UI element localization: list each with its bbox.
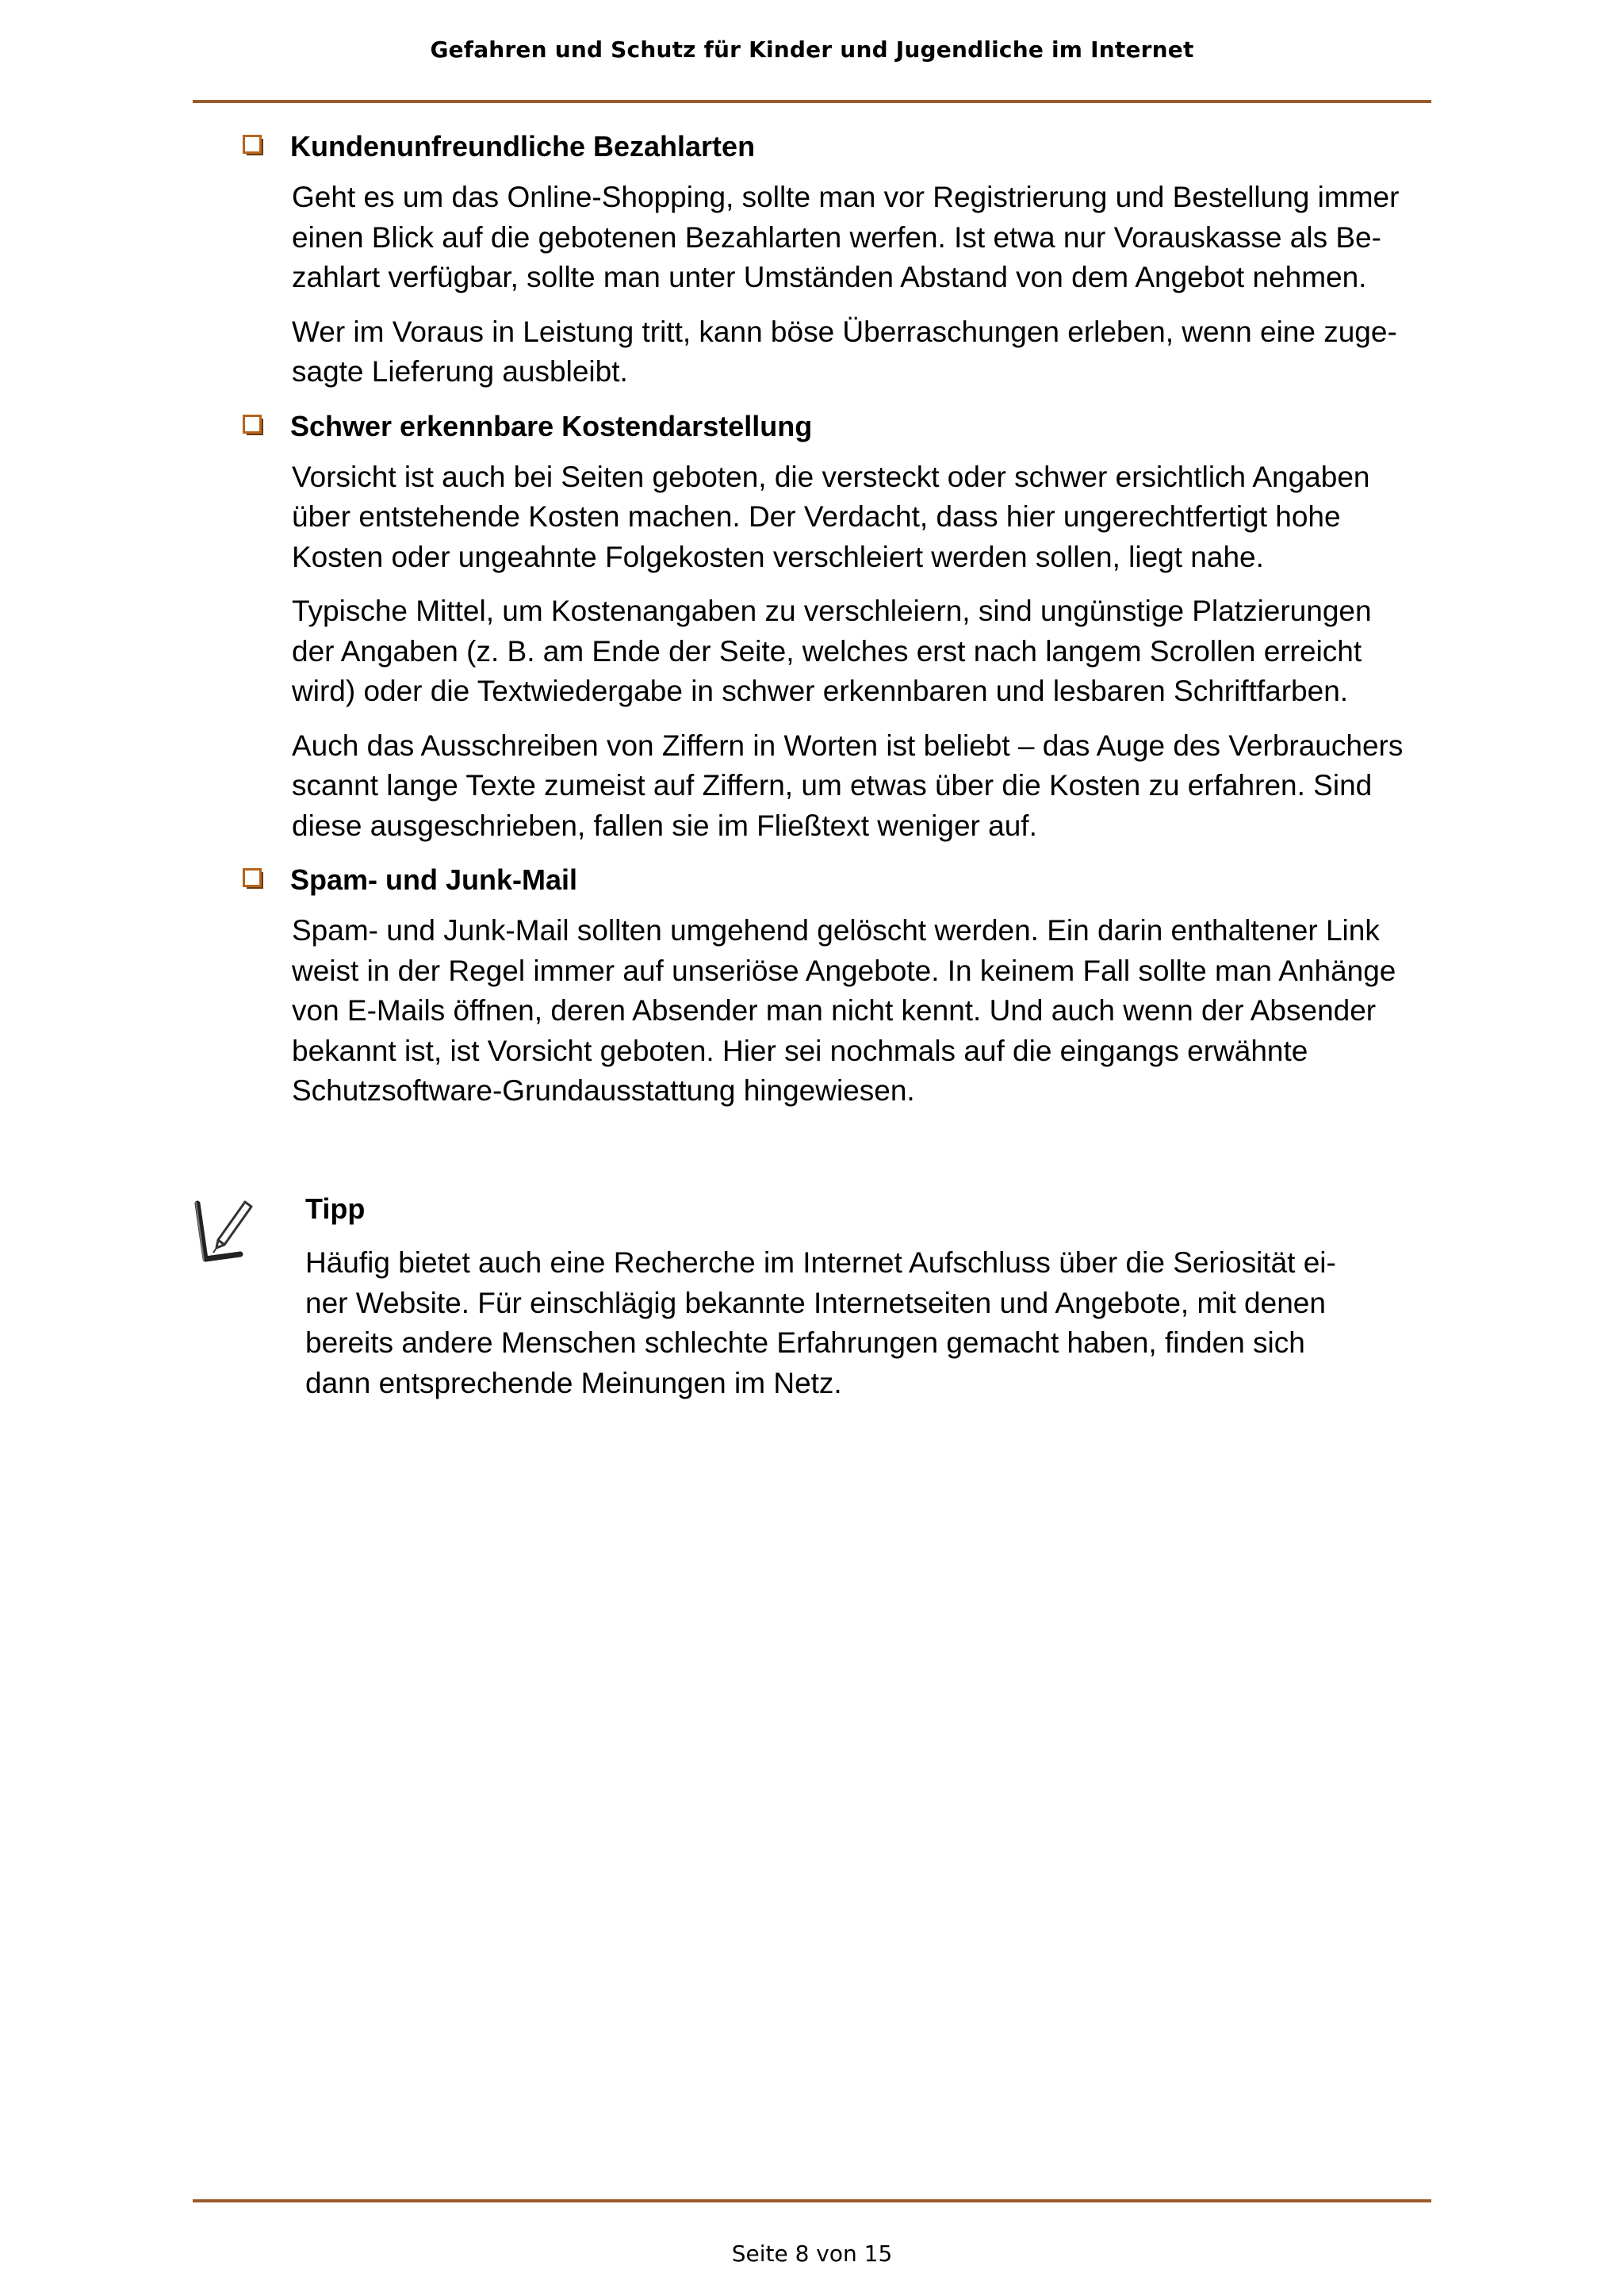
- checkbox-icon: [243, 135, 265, 157]
- section-spam-und-junk-mail: [243, 860, 1432, 1112]
- text-line: von E-Mails öffnen, deren Absender man nicht kennt. Und auch wenn der Absender: [292, 994, 1377, 1027]
- text-line: wird) oder die Textwiedergabe in schwer erkennbaren und lesbaren Schriftfarben.: [292, 675, 1349, 707]
- text-line: Häufig bietet auch eine Recherche im Internet Aufschluss über die Seriosität ei-: [305, 1246, 1336, 1279]
- section-heading: [243, 860, 1432, 900]
- section-kundenunfreundliche-bezahlarten: [243, 127, 1432, 392]
- header-rule: [193, 100, 1431, 103]
- section-heading: [243, 127, 1432, 166]
- paragraph: [292, 911, 1434, 1112]
- text-line: einen Blick auf die gebotenen Bezahlarten werfen. Ist etwa nur Vorauskasse als Be-: [292, 220, 1381, 254]
- page-number: Seite 8 von 15: [731, 2241, 893, 2267]
- checkbox-icon: [243, 868, 265, 890]
- section-body: [292, 457, 1434, 847]
- main-content: [243, 127, 1432, 1126]
- text-line: Wer im Voraus in Leistung tritt, kann böse Überraschungen erleben, wenn eine zuge-: [292, 315, 1397, 348]
- paragraph: [292, 591, 1434, 712]
- text-line: der Angaben (z. B. am Ende der Seite, welches erst nach langem Scrollen erreicht: [292, 634, 1362, 668]
- text-line: Spam- und Junk-Mail sollten umgehend gelöscht werden. Ein darin enthaltener Link: [292, 914, 1380, 947]
- text-line: scannt lange Texte zumeist auf Ziffern, um etwas über die Kosten zu erfahren. Sind: [292, 769, 1373, 802]
- footer-rule: [193, 2199, 1431, 2202]
- paragraph: [292, 178, 1434, 298]
- section-body: [292, 178, 1434, 392]
- text-line: weist in der Regel immer auf unseriöse Angebote. In keinem Fall sollte man Anhänge: [292, 954, 1396, 987]
- text-line: Vorsicht ist auch bei Seiten geboten, die versteckt oder schwer ersichtlich Angaben: [292, 460, 1370, 493]
- text-line: sagte Lieferung ausbleibt.: [292, 355, 628, 388]
- section-heading-text: Schwer erkennbare Kostendarstellung: [290, 409, 813, 442]
- text-line: bekannt ist, ist Vorsicht geboten. Hier sei nochmals auf die eingangs erwähnte: [292, 1034, 1308, 1067]
- text-line: zahlart verfügbar, sollte man unter Umständen Abstand von dem Angebot nehmen.: [292, 261, 1367, 293]
- text-line: bereits andere Menschen schlechte Erfahrungen gemacht haben, finden sich: [305, 1326, 1305, 1359]
- section-schwer-erkennbare-kostendarstellung: [243, 407, 1432, 847]
- text-line: ner Website. Für einschlägig bekannte Internetseiten und Angebote, mit denen: [305, 1286, 1326, 1319]
- text-line: über entstehende Kosten machen. Der Verdacht, dass hier ungerechtfertigt hohe: [292, 500, 1341, 533]
- text-line: Auch das Ausschreiben von Ziffern in Worten ist beliebt – das Auge des Verbrauchers: [292, 729, 1404, 762]
- tip-title: Tipp: [305, 1192, 366, 1225]
- section-heading: [243, 407, 1432, 446]
- section-heading-text: Kundenunfreundliche Bezahlarten: [290, 130, 756, 163]
- section-heading-text: Spam- und Junk-Mail: [290, 863, 578, 896]
- paragraph: [292, 726, 1434, 847]
- tip-body: [305, 1243, 1431, 1403]
- paragraph: [292, 457, 1434, 578]
- text-line: Geht es um das Online-Shopping, sollte man vor Registrierung und Bestellung immer: [292, 181, 1400, 213]
- text-line: Kosten oder ungeahnte Folgekosten verschleiert werden sollen, liegt nahe.: [292, 540, 1264, 573]
- text-line: diese ausgeschrieben, fallen sie im Fließtext weniger auf.: [292, 809, 1037, 842]
- pen-icon: [193, 1197, 255, 1269]
- page-header: Gefahren und Schutz für Kinder und Jugendliche im Internet: [430, 36, 1194, 63]
- section-body: [292, 911, 1434, 1112]
- checkbox-icon: [243, 415, 265, 437]
- text-line: Typische Mittel, um Kostenangaben zu verschleiern, sind ungünstige Platzierungen: [292, 595, 1372, 627]
- paragraph: [292, 312, 1434, 392]
- text-line: Schutzsoftware-Grundausstattung hingewiesen.: [292, 1074, 915, 1107]
- text-line: dann entsprechende Meinungen im Netz.: [305, 1366, 842, 1399]
